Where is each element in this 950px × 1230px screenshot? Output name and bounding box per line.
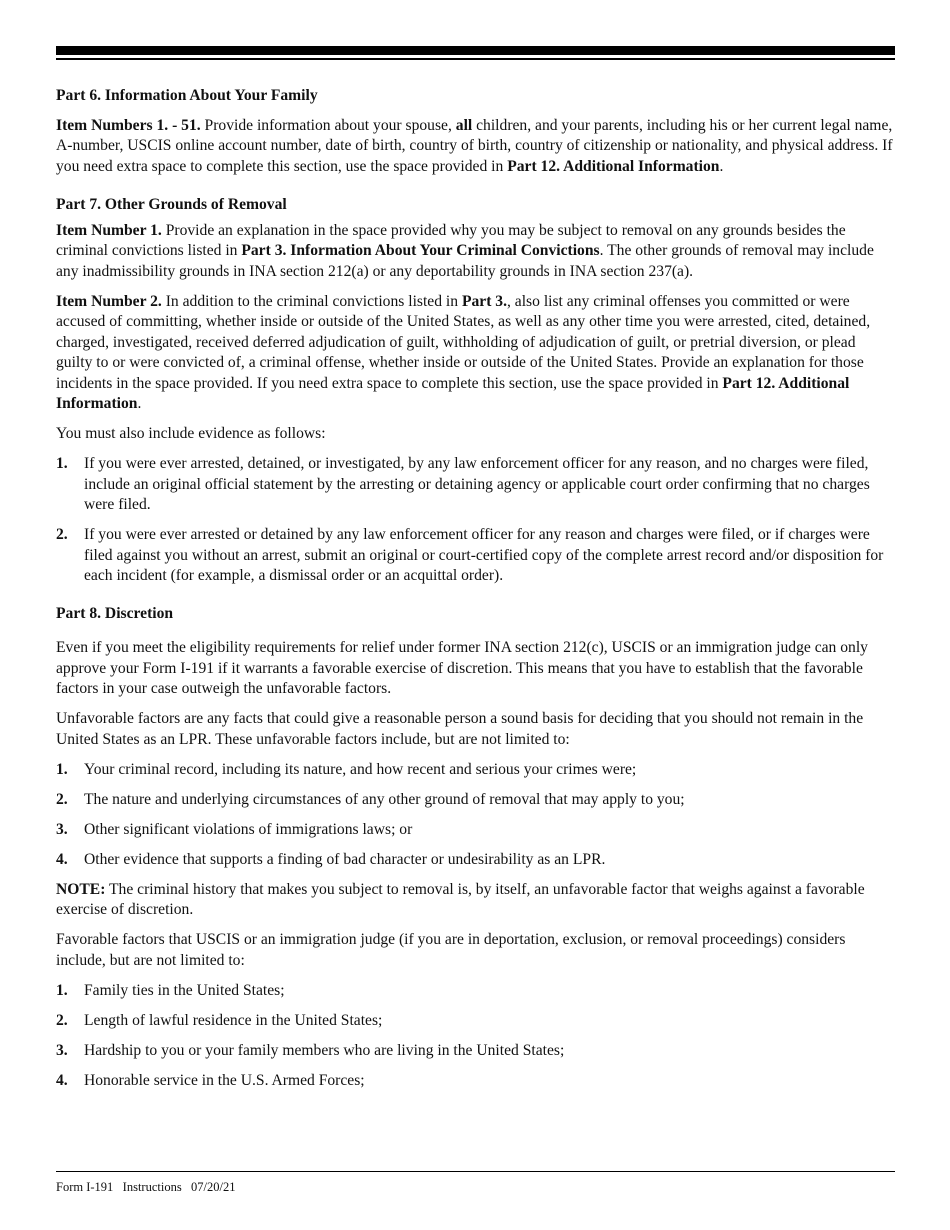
list-item-text: If you were ever arrested or detained by any law enforcement officer for any reason and charges were filed, or if charges were filed against you without an arrest, submit an original or court-certified copy of the complete arrest record and/or disposition for each incident (for example, a dismissal order or an acquittal order). [84, 526, 884, 584]
list-item-text: Honorable service in the U.S. Armed Forces; [84, 1071, 365, 1089]
bold-text-run: Item Numbers 1. - 51. [56, 116, 201, 134]
list-item-number: 1. [56, 981, 68, 999]
text-run: , also list any criminal offenses you committed or were accused of committing, whether inside or outside of the United States, as well as any other time you were arrested, cited, detained, charged, investigated, received deferred adjudication of guilt, withholding of adjudication of guilt, or pretrial diversion, or plead guilty to or were convicted of, a criminal offense, whether inside or outside of the United States. Provide an explanation for those incidents in the space provided. If you need extra space to complete this section, use the space provided in [56, 292, 871, 392]
part7-heading: Part 7. Other Grounds of Removal [56, 196, 287, 213]
list-item [56, 525, 895, 587]
note-label: NOTE: [56, 880, 106, 898]
list-item [56, 454, 895, 516]
evidence-list [56, 454, 895, 587]
footer-form-label: Form I-191 Instructions 07/20/21 [56, 1180, 236, 1194]
document-body [56, 86, 895, 1101]
list-item [56, 760, 895, 781]
note-text: The criminal history that makes you subject to removal is, by itself, an unfavorable factor that weighs against a favorable exercise of discretion. [56, 880, 865, 918]
list-item-text: If you were ever arrested, detained, or investigated, by any law enforcement officer for any reason, and no charges were filed, include an original official statement by the arresting or detaining agency or applicable court order confirming that no charges were filed. [84, 455, 870, 513]
text-run: Provide information about your spouse, [200, 116, 456, 134]
list-item-number: 1. [56, 760, 68, 778]
favorable-factors-list [56, 981, 895, 1092]
discretion-paragraph: Even if you meet the eligibility requirements for relief under former INA section 212(c), USCIS or an immigration judge can only approve your Form I-191 if it warrants a favorable exercise of discretion. This means that you have to establish that the favorable factors in your case outweigh the unfavorable factors. [56, 639, 868, 697]
unfavorable-factors-list [56, 760, 895, 871]
part6-item-numbers-paragraph [56, 116, 895, 178]
text-run: . [719, 157, 724, 175]
list-item [56, 1041, 895, 1062]
footer-rule [56, 1171, 895, 1172]
bold-text-run: Part 12. Additional Information [56, 374, 850, 412]
list-item-number: 4. [56, 1071, 68, 1089]
list-item [56, 1071, 895, 1092]
note-paragraph [56, 880, 895, 921]
list-item [56, 820, 895, 841]
bold-text-run: all [455, 116, 473, 134]
text-run: . [137, 395, 142, 412]
list-item [56, 850, 895, 871]
list-item-text: Hardship to you or your family members who are living in the United States; [84, 1041, 565, 1059]
list-item-number: 3. [56, 1041, 68, 1059]
header-rule-thick [56, 46, 895, 55]
text-run: Provide an explanation in the space provided why you may be subject to removal on any grounds besides the criminal convictions listed in [56, 221, 846, 259]
bold-text-run: Item Number 1. [56, 221, 162, 239]
part6-heading: Part 6. Information About Your Family [56, 87, 318, 104]
part7-item1-paragraph [56, 221, 895, 283]
list-item-number: 4. [56, 850, 68, 868]
list-item-text: Your criminal record, including its nature, and how recent and serious your crimes were; [84, 760, 637, 778]
list-item-text: Length of lawful residence in the United States; [84, 1011, 383, 1029]
favorable-intro: Favorable factors that USCIS or an immigration judge (if you are in deportation, exclusion, or removal proceedings) considers include, but are not limited to: [56, 931, 846, 969]
text-run: . The other grounds of removal may include any inadmissibility grounds in INA section 212(a) or any deportability grounds in INA section 237(a). [56, 242, 874, 280]
list-item-text: Other evidence that supports a finding of bad character or undesirability as an LPR. [84, 850, 606, 868]
part8-heading: Part 8. Discretion [56, 604, 174, 622]
evidence-intro: You must also include evidence as follows: [56, 425, 326, 442]
list-item [56, 790, 895, 811]
list-item [56, 981, 895, 1002]
unfavorable-intro: Unfavorable factors are any facts that could give a reasonable person a sound basis for deciding that you should not remain in the United States as an LPR. These unfavorable factors include, but are not limited to: [56, 710, 864, 748]
list-item-number: 1. [56, 455, 68, 472]
bold-text-run: Part 3. Information About Your Criminal Convictions [241, 242, 600, 259]
text-run: children, and your parents, including his or her current legal name, A-number, USCIS online account number, date of birth, country of birth, country of citizenship or nationality, and physical address. If you need extra space to complete this section, use the space provided in [56, 116, 893, 175]
list-item [56, 1011, 895, 1032]
bold-text-run: Item Number 2. [56, 292, 162, 310]
list-item-text: Family ties in the United States; [84, 981, 285, 999]
list-item-text: Other significant violations of immigrations laws; or [84, 820, 413, 838]
bold-text-run: Part 12. Additional Information [507, 157, 720, 175]
list-item-number: 2. [56, 790, 68, 808]
bold-text-run: Part 3. [461, 292, 507, 310]
list-item-number: 3. [56, 820, 68, 838]
header-rule-thin [56, 58, 895, 60]
part7-item2-paragraph [56, 292, 895, 415]
list-item-text: The nature and underlying circumstances of any other ground of removal that may apply to you; [84, 790, 685, 808]
text-run: In addition to the criminal convictions listed in [161, 292, 462, 310]
list-item-number: 2. [56, 526, 68, 543]
list-item-number: 2. [56, 1011, 68, 1029]
